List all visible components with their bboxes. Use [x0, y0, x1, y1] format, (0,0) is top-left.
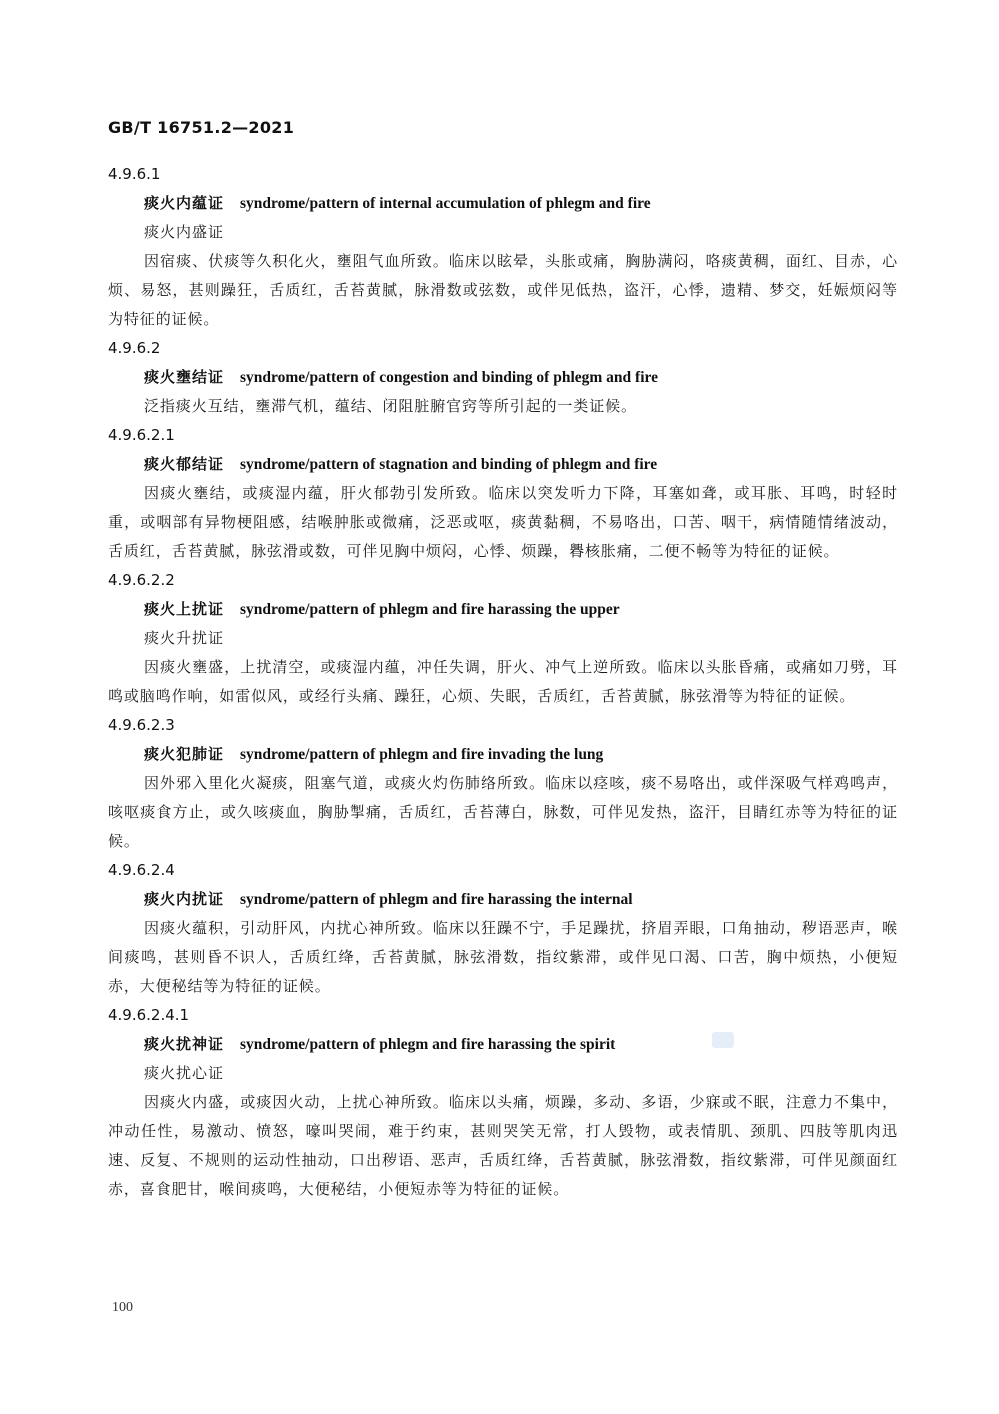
clause-number: 4.9.6.2 [108, 339, 161, 357]
term-definition: 因宿痰、伏痰等久积化火，壅阻气血所致。临床以眩晕，头胀或痛，胸胁满闷，咯痰黄稠，面红、目赤，心烦、易怒，甚则躁狂，舌质红，舌苔黄腻，脉滑数或弦数，或伴见低热，盗汗，心悸，遗精、梦交，妊娠烦闷等为特征的证候。 [108, 252, 898, 328]
clause-number: 4.9.6.2.4.1 [108, 1006, 190, 1024]
term-alias: 痰火内盛证 [144, 223, 225, 241]
term-en: syndrome/pattern of phlegm and fire harassing the internal [240, 891, 633, 908]
term-definition: 因痰火内盛，或痰因火动，上扰心神所致。临床以头痛，烦躁，多动、多语，少寐或不眠，注意力不集中，冲动任性，易激动、愤怒，嚎叫哭闹，难于约束，甚则哭笑无常，打人毁物，或表情肌、颈肌、四肢等肌肉迅速、反复、不规则的运动性抽动，口出秽语、恶声，舌质红绛，舌苔黄腻，脉弦滑数，指纹紫滞，可伴见颜面红赤，喜食肥甘，喉间痰鸣，大便秘结，小便短赤等为特征的证候。 [108, 1093, 898, 1198]
term-line [108, 1030, 898, 1059]
term-definition: 因痰火壅结，或痰湿内蕴，肝火郁勃引发所致。临床以突发听力下降，耳塞如聋，或耳胀、耳鸣，时轻时重，或咽部有异物梗阻感，结喉肿胀或微痛，泛恶或呕，痰黄黏稠，不易咯出，口苦、咽干，病情随情绪波动，舌质红，舌苔黄腻，脉弦滑或数，可伴见胸中烦闷，心悸、烦躁，臖核胀痛，二便不畅等为特征的证候。 [108, 484, 898, 560]
term-line [108, 363, 898, 392]
term-en: syndrome/pattern of internal accumulation of phlegm and fire [240, 195, 651, 212]
term-zh: 痰火内蕴证 [144, 194, 225, 212]
term-en: syndrome/pattern of phlegm and fire harassing the upper [240, 601, 620, 618]
term-en: syndrome/pattern of congestion and binding of phlegm and fire [240, 369, 658, 386]
term-en: syndrome/pattern of phlegm and fire harassing the spirit [240, 1036, 616, 1053]
clause-number: 4.9.6.2.1 [108, 426, 175, 444]
term-alias: 痰火升扰证 [144, 629, 225, 647]
entries-container [108, 160, 898, 1204]
entry-4-9-6-2-2 [108, 566, 898, 711]
entry-4-9-6-2-4-1 [108, 1001, 898, 1204]
term-definition: 因痰火壅盛，上扰清空，或痰湿内蕴，冲任失调，肝火、冲气上逆所致。临床以头胀昏痛，或痛如刀劈，耳鸣或脑鸣作响，如雷似风，或经行头痛、躁狂，心烦、失眠，舌质红，舌苔黄腻，脉弦滑等为特征的证候。 [108, 658, 898, 705]
page-number: 100 [112, 1300, 133, 1315]
standard-code-header: GB/T 16751.2—2021 [108, 118, 295, 137]
watermark-mark [712, 1032, 734, 1048]
term-definition: 因痰火蕴积，引动肝风，内扰心神所致。临床以狂躁不宁，手足躁扰，挤眉弄眼，口角抽动，秽语恶声，喉间痰鸣，甚则昏不识人，舌质红绛，舌苔黄腻，脉弦滑数，指纹紫滞，或伴见口渴、口苦，胸中烦热，小便短赤，大便秘结等为特征的证候。 [108, 919, 898, 995]
entry-4-9-6-2-4 [108, 856, 898, 1001]
term-zh: 痰火上扰证 [144, 600, 225, 618]
term-line [108, 740, 898, 769]
term-en: syndrome/pattern of phlegm and fire invading the lung [240, 746, 604, 763]
term-definition: 因外邪入里化火凝痰，阻塞气道，或痰火灼伤肺络所致。临床以痉咳，痰不易咯出，或伴深吸气样鸡鸣声，咳呕痰食方止，或久咳痰血，胸胁掣痛，舌质红，舌苔薄白，脉数，可伴见发热，盗汗，目睛红赤等为特征的证候。 [108, 774, 898, 850]
term-line [108, 450, 898, 479]
term-zh: 痰火内扰证 [144, 890, 225, 908]
term-zh: 痰火郁结证 [144, 455, 225, 473]
term-line [108, 885, 898, 914]
clause-number: 4.9.6.2.4 [108, 861, 175, 879]
term-line [108, 595, 898, 624]
term-zh: 痰火犯肺证 [144, 745, 225, 763]
term-en: syndrome/pattern of stagnation and binding of phlegm and fire [240, 456, 658, 473]
term-line [108, 189, 898, 218]
clause-number: 4.9.6.2.3 [108, 716, 175, 734]
term-zh: 痰火扰神证 [144, 1035, 225, 1053]
clause-number: 4.9.6.2.2 [108, 571, 175, 589]
entry-4-9-6-2 [108, 334, 898, 421]
term-alias: 痰火扰心证 [144, 1064, 225, 1082]
term-zh: 痰火壅结证 [144, 368, 225, 386]
entry-4-9-6-2-1 [108, 421, 898, 566]
term-definition: 泛指痰火互结，壅滞气机，蕴结、闭阻脏腑官窍等所引起的一类证候。 [144, 397, 637, 415]
entry-4-9-6-1 [108, 160, 898, 334]
entry-4-9-6-2-3 [108, 711, 898, 856]
clause-number: 4.9.6.1 [108, 165, 161, 183]
